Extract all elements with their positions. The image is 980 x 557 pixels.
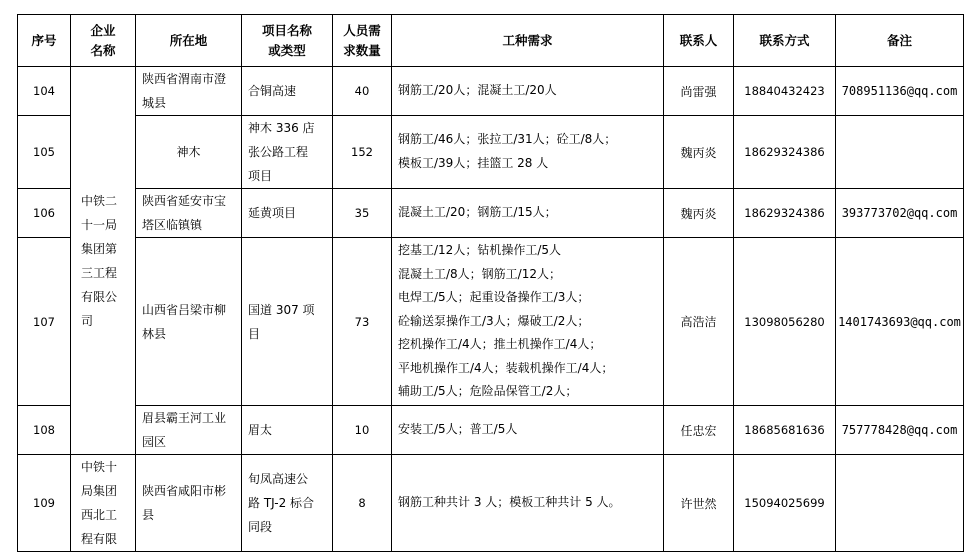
job-line: 钢筋工种共计 3 人；模板工种共计 5 人。 <box>398 495 621 510</box>
phone-cell: 18685681636 <box>734 406 836 455</box>
recruitment-table <box>17 14 964 552</box>
note-cell: 708951136@qq.com <box>836 67 964 116</box>
location-line: 陕西省咸阳市彬 <box>142 484 227 498</box>
phone-cell: 15094025699 <box>734 455 836 552</box>
note-cell <box>836 116 964 189</box>
company-b-line: 局集团 <box>81 484 118 498</box>
location-line: 眉县霸王河工业 <box>142 411 227 425</box>
jobs-cell <box>392 116 664 189</box>
seq-cell: 109 <box>18 455 71 552</box>
contact-cell: 任忠宏 <box>664 406 734 455</box>
table-row <box>18 67 964 116</box>
seq-cell: 104 <box>18 67 71 116</box>
phone-cell: 18629324386 <box>734 116 836 189</box>
table-row <box>18 238 964 406</box>
seq-cell: 108 <box>18 406 71 455</box>
project-line: 国道 307 项 <box>248 302 315 317</box>
location-line: 城县 <box>142 96 167 110</box>
project-line: 路 TJ-2 标合 <box>248 496 315 510</box>
job-line: 电焊工/5人；起重设备操作工/3人； <box>398 290 590 305</box>
job-line: 混凝土工/8人；钢筋工/12人； <box>398 266 561 281</box>
count-cell: 35 <box>333 189 392 238</box>
note-cell: 393773702@qq.com <box>836 189 964 238</box>
project-line: 神木 336 店 <box>248 121 315 135</box>
location-line: 山西省吕梁市柳 <box>142 302 227 317</box>
location-line: 陕西省渭南市澄 <box>142 72 227 86</box>
project-line: 合铜高速 <box>248 84 297 98</box>
location-line: 园区 <box>142 435 167 449</box>
phone-cell: 18840432423 <box>734 67 836 116</box>
location-cell <box>136 238 242 406</box>
header-seq: 序号 <box>18 15 71 67</box>
contact-cell: 许世然 <box>664 455 734 552</box>
job-line: 安装工/5人；普工/5人 <box>398 422 518 437</box>
company-b-line: 程有限 <box>81 532 118 546</box>
header-project <box>242 15 333 67</box>
project-cell <box>242 238 333 406</box>
jobs-cell <box>392 406 664 455</box>
location-cell <box>136 116 242 189</box>
company-cell-a <box>71 67 136 455</box>
header-company-line2: 名称 <box>90 42 116 58</box>
header-count-line2: 求数量 <box>343 42 381 58</box>
project-cell <box>242 455 333 552</box>
company-a-line: 十一局 <box>81 217 118 232</box>
count-cell: 73 <box>333 238 392 406</box>
project-line: 项目 <box>248 169 273 183</box>
location-line: 神木 <box>176 145 201 159</box>
count-cell: 8 <box>333 455 392 552</box>
jobs-cell <box>392 67 664 116</box>
contact-cell: 高浩洁 <box>664 238 734 406</box>
table-row <box>18 116 964 189</box>
job-line: 钢筋工/20人；混凝土工/20人 <box>398 83 557 98</box>
project-line: 目 <box>248 326 261 341</box>
job-line: 辅助工/5人；危险品保管工/2人； <box>398 384 578 399</box>
jobs-cell <box>392 238 664 406</box>
location-cell <box>136 455 242 552</box>
note-cell: 757778428@qq.com <box>836 406 964 455</box>
job-line: 挖基工/12人；钻机操作工/5人 <box>398 242 561 257</box>
header-note: 备注 <box>836 15 964 67</box>
job-line: 模板工/39人；挂篮工 28 人 <box>398 156 549 170</box>
company-a-line: 有限公 <box>81 289 118 304</box>
company-cell-b <box>71 455 136 552</box>
job-line: 平地机操作工/4人；装载机操作工/4人； <box>398 360 614 375</box>
contact-cell: 魏丙炎 <box>664 189 734 238</box>
project-cell <box>242 116 333 189</box>
header-count <box>333 15 392 67</box>
project-cell <box>242 406 333 455</box>
project-cell <box>242 67 333 116</box>
count-cell: 152 <box>333 116 392 189</box>
seq-cell: 105 <box>18 116 71 189</box>
header-project-line2: 或类型 <box>268 42 306 58</box>
location-cell <box>136 406 242 455</box>
location-line: 县 <box>142 508 155 522</box>
phone-cell: 18629324386 <box>734 189 836 238</box>
header-company-line1: 企业 <box>90 22 116 38</box>
contact-cell: 魏丙炎 <box>664 116 734 189</box>
count-cell: 40 <box>333 67 392 116</box>
seq-cell: 106 <box>18 189 71 238</box>
table-row <box>18 455 964 552</box>
location-cell <box>136 67 242 116</box>
location-line: 陕西省延安市宝 <box>142 194 227 208</box>
company-b-line: 西北工 <box>81 508 118 522</box>
note-cell: 1401743693@qq.com <box>836 238 964 406</box>
note-link[interactable] <box>893 505 907 507</box>
company-a-line: 中铁二 <box>81 193 118 208</box>
project-line: 旬凤高速公 <box>248 472 309 486</box>
company-a-line: 司 <box>81 313 94 328</box>
project-line: 同段 <box>248 520 273 534</box>
note-cell <box>836 455 964 552</box>
header-project-line1: 项目名称 <box>261 22 312 38</box>
company-a-line: 三工程 <box>81 265 118 280</box>
job-line: 砼输送泵操作工/3人；爆破工/2人； <box>398 313 590 328</box>
project-line: 张公路工程 <box>248 145 309 159</box>
jobs-cell <box>392 189 664 238</box>
company-a-line: 集团第 <box>81 241 118 256</box>
seq-cell: 107 <box>18 238 71 406</box>
table-row <box>18 406 964 455</box>
project-line: 延黄项目 <box>248 206 297 220</box>
header-jobs: 工种需求 <box>392 15 664 67</box>
header-contact: 联系人 <box>664 15 734 67</box>
header-row <box>18 15 964 67</box>
table-row <box>18 189 964 238</box>
project-cell <box>242 189 333 238</box>
jobs-cell <box>392 455 664 552</box>
project-line: 眉太 <box>248 423 273 437</box>
job-line: 挖机操作工/4人；推土机操作工/4人； <box>398 337 602 352</box>
contact-cell: 尚雷强 <box>664 67 734 116</box>
company-b-line: 中铁十 <box>81 460 118 474</box>
phone-cell: 13098056280 <box>734 238 836 406</box>
location-cell <box>136 189 242 238</box>
header-company <box>71 15 136 67</box>
job-line: 钢筋工/46人；张拉工/31人；砼工/8人； <box>398 132 617 147</box>
location-line: 塔区临镇镇 <box>142 218 203 232</box>
header-count-line1: 人员需 <box>343 22 381 38</box>
header-phone: 联系方式 <box>734 15 836 67</box>
location-line: 林县 <box>142 326 167 341</box>
count-cell: 10 <box>333 406 392 455</box>
job-line: 混凝土工/20；钢筋工/15人； <box>398 205 557 220</box>
header-location: 所在地 <box>136 15 242 67</box>
